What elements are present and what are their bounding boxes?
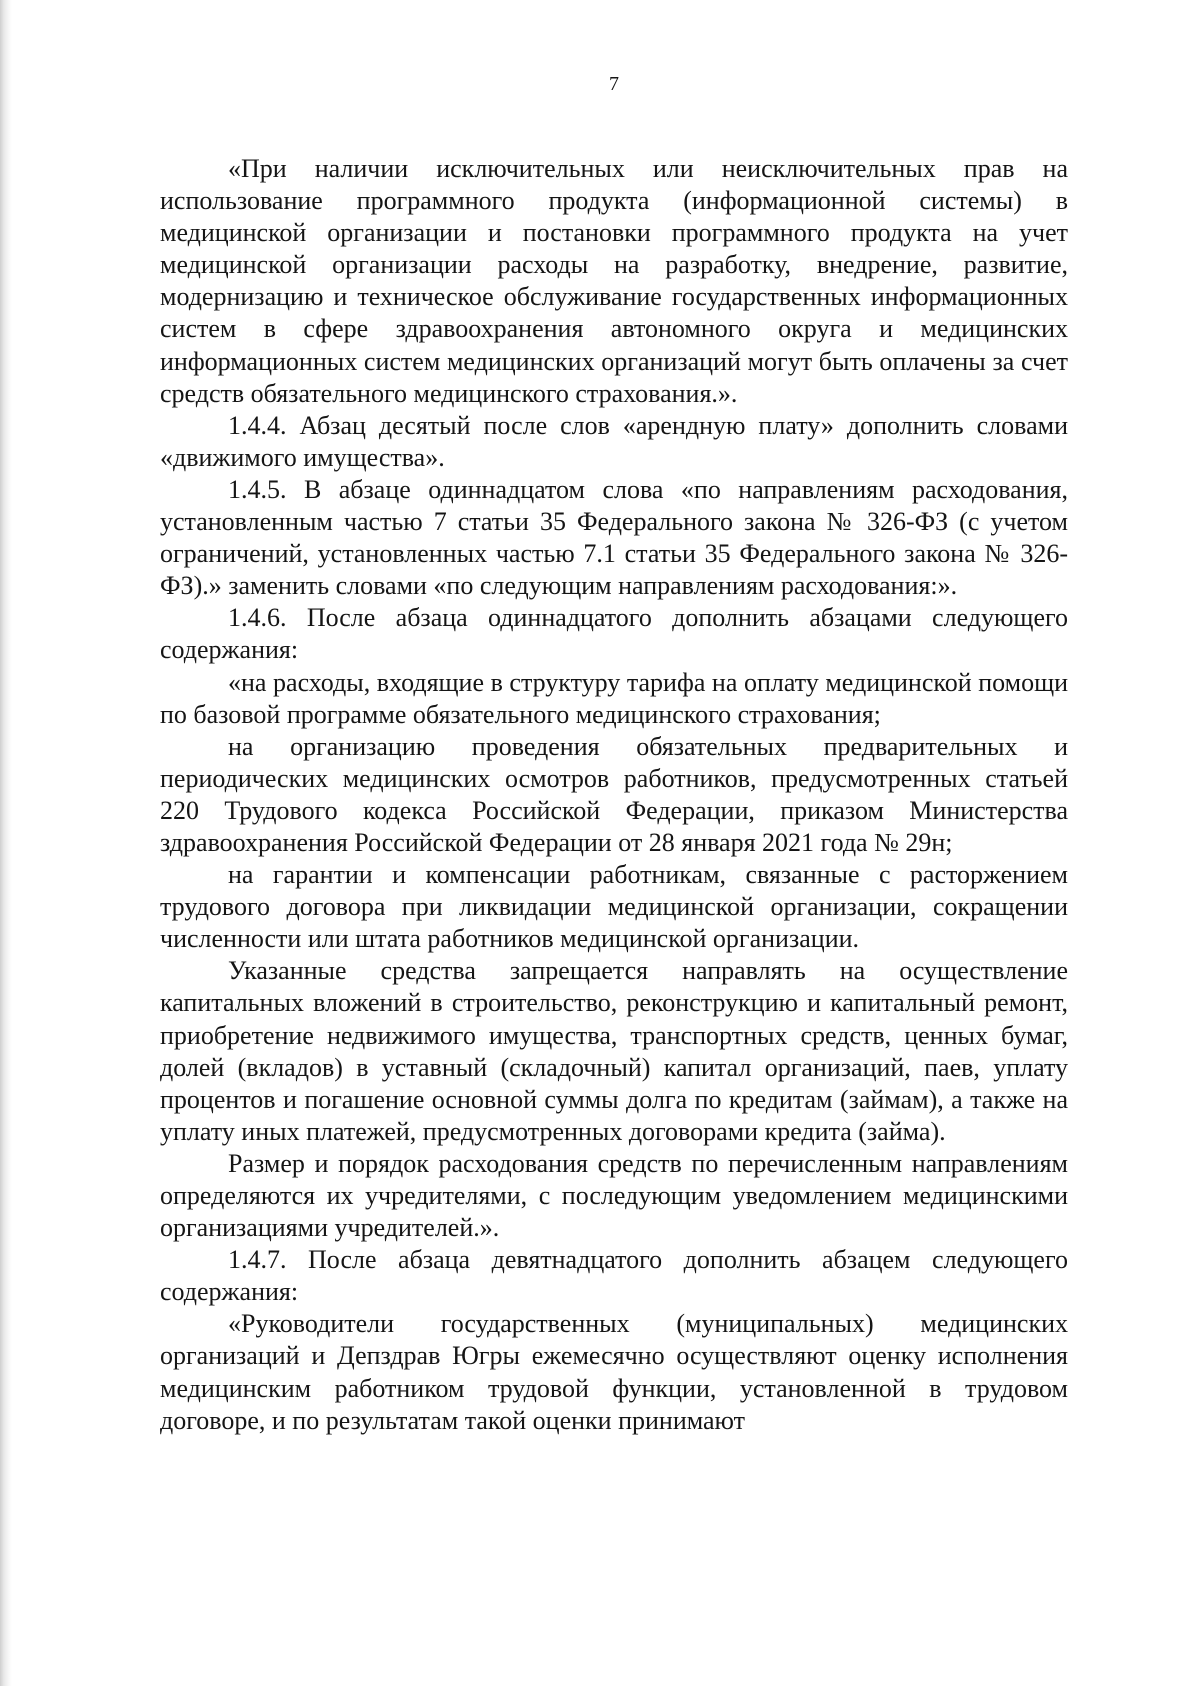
paragraph-medical-examinations: на организацию проведения обязательных предварительных и периодических медицинских осмотров работников, предусмотренных статьей 220 Трудового кодекса Российской Федерации, приказом Министерства здравоохранения Российской Федерации от 28 января 2021 года № 29н; — [160, 731, 1068, 857]
paragraph-1-4-7: 1.4.7. После абзаца девятнадцатого дополнить абзацем следующего содержания: — [160, 1245, 1068, 1307]
document-body — [160, 153, 1068, 1437]
paragraph-amount-and-procedure: Размер и порядок расходования средств по перечисленным направлениям определяются их учредителями, с последующим уведомлением медицинскими организациями учредителей.». — [160, 1148, 1068, 1243]
paragraph-1-4-6: 1.4.6. После абзаца одиннадцатого дополнить абзацами следующего содержания: — [160, 603, 1068, 665]
paragraph-expenses-tariff: «на расходы, входящие в структуру тарифа на оплату медицинской помощи по базовой программе обязательного медицинского страхования; — [160, 667, 1068, 729]
paragraph-quote-information-systems: «При наличии исключительных или неисключительных прав на использование программного продукта (информационной системы) в медицинской организации и постановки программного продукта на учет медицинской организации расходы на разработку, внедрение, развитие, модернизацию и техническое обслуживание государственных информационных систем в сфере здравоохранения автономного округа и медицинских информационных систем медицинских организаций могут быть оплачены за счет средств обязательного медицинского страхования.». — [160, 154, 1068, 408]
paragraph-managers-assessment: «Руководители государственных (муниципальных) медицинских организаций и Депздрав Югры ежемесячно осуществляют оценку исполнения медицинским работником трудовой функции, установленной в трудовом договоре, и по результатам такой оценки принимают — [160, 1309, 1068, 1435]
page-number: 7 — [609, 73, 619, 95]
paragraph-guarantees-compensation: на гарантии и компенсации работникам, связанные с расторжением трудового договора при ликвидации медицинской организации, сокращении численности или штата работников медицинской организации. — [160, 860, 1068, 954]
paragraph-prohibited-expenses: Указанные средства запрещается направлять на осуществление капитальных вложений в строительство, реконструкцию и капитальный ремонт, приобретение недвижимого имущества, транспортных средств, ценных бумаг, долей (вкладов) в уставный (складочный) капитал организаций, паев, уплату процентов и погашение основной суммы долга по кредитам (займам), а также на уплату иных платежей, предусмотренных договорами кредита (займа). — [160, 956, 1068, 1146]
document-page — [160, 0, 1068, 1686]
scan-edge — [0, 0, 12, 1686]
paragraph-1-4-4: 1.4.4. Абзац десятый после слов «арендную плату» дополнить словами «движимого имущества». — [160, 410, 1068, 472]
paragraph-1-4-5: 1.4.5. В абзаце одиннадцатом слова «по направлениям расходования, установленным частью 7 статьи 35 Федерального закона № 326-ФЗ (с учетом ограничений, установленных частью 7.1 статьи 35 Федерального закона № 326-ФЗ).» заменить словами «по следующим направлениям расходования:». — [160, 474, 1068, 601]
